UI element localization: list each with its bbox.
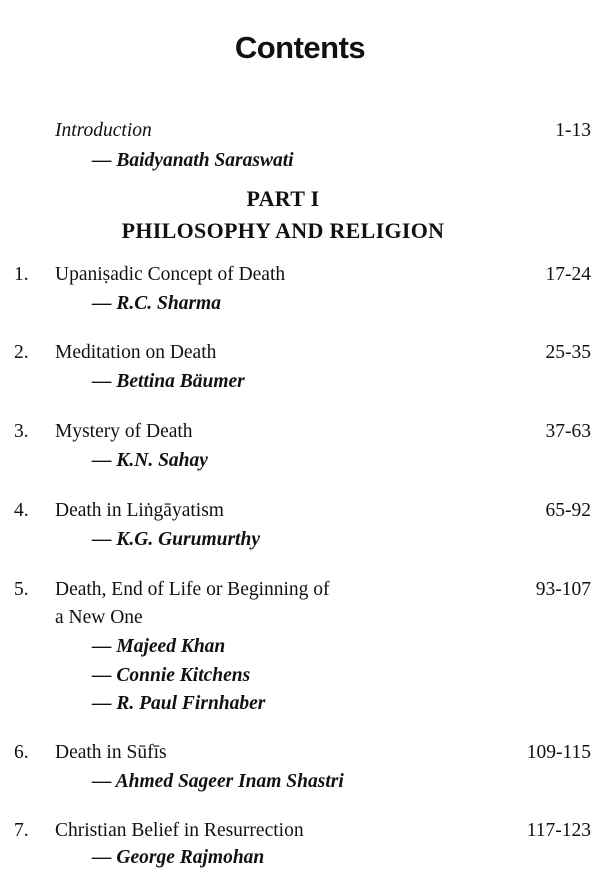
entry-title: Mystery of Death — [55, 421, 193, 442]
entry-title: Death in Sūfīs — [55, 742, 167, 763]
entry-author: — K.G. Gurumurthy — [92, 529, 260, 550]
entry-pages: 17-24 — [545, 264, 591, 285]
entry-pages: 25-35 — [545, 342, 591, 363]
part-name: PHILOSOPHY AND RELIGION — [121, 218, 445, 243]
entry-author: — Connie Kitchens — [92, 665, 251, 686]
page-title: Contents — [234, 30, 366, 65]
entry-pages: 117-123 — [526, 820, 591, 841]
entry-number: 1. — [14, 264, 29, 285]
entry-author: — K.N. Sahay — [92, 450, 208, 471]
entry-author: — R. Paul Firnhaber — [92, 693, 266, 714]
entry-pages: 109-115 — [526, 742, 591, 763]
entry-author: — Majeed Khan — [92, 636, 226, 657]
entry-title: Meditation on Death — [55, 342, 217, 363]
entry-title: Death in Liṅgāyatism — [55, 500, 224, 521]
entry-pages: 65-92 — [545, 500, 591, 521]
part-number: PART I — [246, 186, 320, 211]
entry-pages: 1-13 — [555, 120, 591, 141]
entry-author: — R.C. Sharma — [92, 293, 221, 314]
entry-title-continued: a New One — [55, 607, 143, 628]
entry-title: Christian Belief in Resurrection — [55, 820, 304, 841]
entry-title: Upaniṣadic Concept of Death — [55, 264, 286, 285]
entry-author: — Baidyanath Saraswati — [92, 150, 294, 171]
entry-number: 2. — [14, 342, 29, 363]
entry-title: Death, End of Life or Beginning of — [55, 579, 330, 600]
entry-pages: 37-63 — [545, 421, 591, 442]
entry-pages: 93-107 — [535, 579, 591, 600]
entry-number: 6. — [14, 742, 29, 763]
entry-title: Introduction — [55, 120, 152, 141]
entry-number: 4. — [14, 500, 29, 521]
entry-number: 5. — [14, 579, 29, 600]
entry-number: 3. — [14, 421, 29, 442]
entry-author: — George Rajmohan — [92, 847, 265, 868]
entry-author: — Ahmed Sageer Inam Shastri — [92, 771, 344, 792]
entry-number: 7. — [14, 820, 29, 841]
entry-author: — Bettina Bäumer — [92, 371, 245, 392]
